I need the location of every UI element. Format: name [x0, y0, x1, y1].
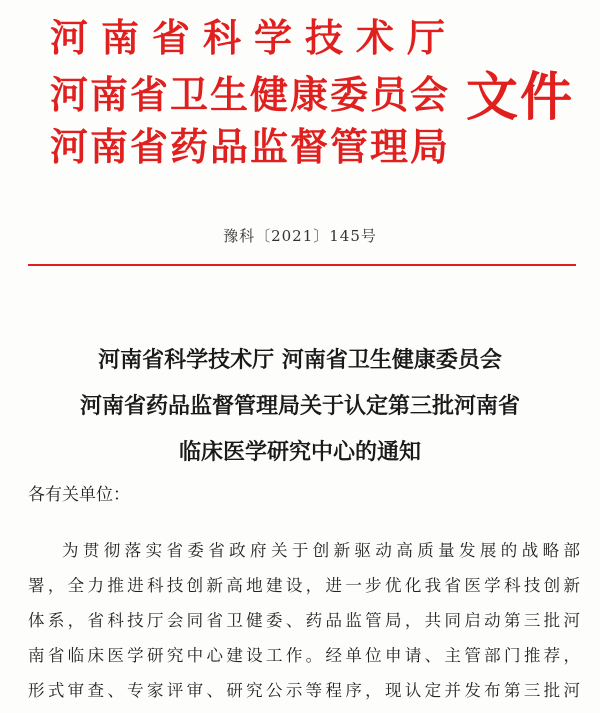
paragraph-line: 形式审查、专家评审、研究公示等程序，现认定并发布第三批河 [28, 681, 580, 700]
red-separator-line [28, 264, 576, 266]
issuer-drug-administration: 河南省药品监督管理局 [50, 125, 451, 169]
title-line-3: 临床医学研究中心的通知 [178, 440, 421, 465]
issuer-science-technology: 河南省科学技术厅 [50, 16, 459, 60]
paragraph-line: 南省临床医学研究中心建设工作。经单位申请、主管部门推荐， [28, 646, 580, 665]
document-number: 豫科〔2021〕145号 [223, 227, 377, 245]
body-paragraph [28, 533, 580, 708]
issuer-health-commission: 河南省卫生健康委员会 [50, 73, 451, 117]
paragraph-line: 为贯彻落实省委省政府关于创新驱动高质量发展的战略部 [62, 541, 580, 560]
paragraph-line: 体系，省科技厅会同省卫健委、药品监管局，共同启动第三批河 [28, 611, 580, 630]
paragraph-line: 署，全力推进科技创新高地建设，进一步优化我省医学科技创新 [28, 576, 580, 595]
red-header [0, 0, 600, 180]
notice-title [0, 338, 600, 476]
document-word: 文件 [466, 68, 575, 128]
title-line-2: 河南省药品监督管理局关于认定第三批河南省 [79, 394, 520, 419]
salutation: 各有关单位： [28, 485, 130, 505]
title-line-1: 河南省科学技术厅 河南省卫生健康委员会 [98, 348, 502, 373]
